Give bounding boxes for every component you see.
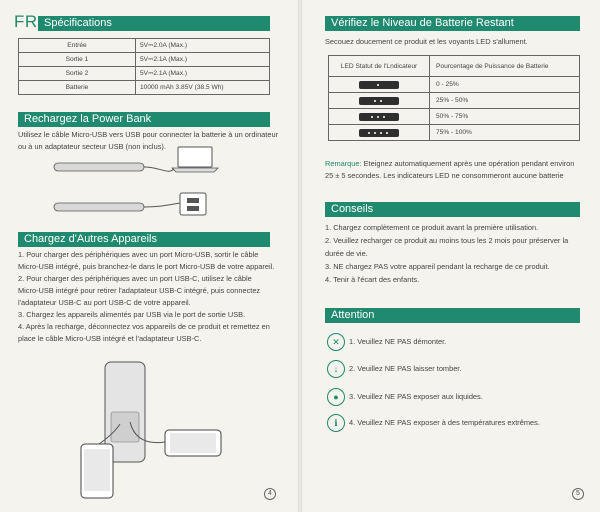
battery-level-table: [328, 55, 580, 141]
spec-value: 5V⎓2.1A (Max.): [136, 53, 270, 67]
led-indicator-icon: [359, 113, 399, 121]
power-bank-icon: [54, 163, 144, 171]
led-indicator-icon: [359, 129, 399, 137]
charge-text-8: place le câble Micro-USB intégré et l'adaptateur USB-C.: [18, 334, 202, 343]
battery-percentage: 75% - 100%: [430, 125, 580, 141]
charge-text-7: 4. Après la recharge, déconnectez vos appareils de ce produit et remettez en: [18, 322, 270, 331]
recharge-text-2: ou à un adaptateur secteur USB (non inclus).: [18, 142, 166, 151]
charge-text-6: 3. Chargez les appareils alimentés par USB via le port de sortie USB.: [18, 310, 246, 319]
recharge-illustration: [50, 145, 220, 225]
tip-3: 3. NE chargez PAS votre appareil pendant la recharge de ce produit.: [325, 262, 550, 271]
charge-text-4: Micro-USB intégré pour retirer l'adaptateur USB-C intégré, puis connectez: [18, 286, 261, 295]
battery-percentage: 0 - 25%: [430, 77, 580, 93]
remark-line-1: [325, 158, 574, 171]
charging-illustration: [75, 352, 245, 502]
tip-2: 2. Veuillez recharger ce produit au moins tous les 2 mois pour préserver la: [325, 236, 569, 245]
tip-2-continued: durée de vie.: [325, 249, 368, 258]
table-row: [329, 93, 580, 109]
wall-adapter-icon: [180, 193, 206, 215]
recharge-header: Rechargez la Power Bank: [18, 112, 270, 127]
attention-item-2: 2. Veuillez NE PAS laisser tomber.: [349, 364, 462, 373]
table-row: [329, 77, 580, 93]
table-row: [19, 53, 270, 67]
spec-label: Entrée: [19, 39, 136, 53]
smartphone-icon: [165, 430, 221, 456]
tip-1: 1. Chargez complètement ce produit avant la première utilisation.: [325, 223, 539, 232]
page-number: 5: [572, 488, 584, 500]
battery-percentage: 50% - 75%: [430, 109, 580, 125]
power-bank-icon: [54, 203, 144, 211]
spec-value: 10000 mAh 3.85V (38.5 Wh): [136, 81, 270, 95]
battery-percentage: 25% - 50%: [430, 93, 580, 109]
battery-level-header: Vérifiez le Niveau de Batterie Restant: [325, 16, 580, 31]
led-indicator-icon: [359, 97, 399, 105]
table-header: Pourcentage de Puissance de Batterie: [430, 56, 580, 77]
table-row: [19, 39, 270, 53]
spec-value: 5V⎓2.1A (Max.): [136, 67, 270, 81]
laptop-icon: [172, 147, 218, 172]
table-row: [329, 125, 580, 141]
charge-devices-header: Chargez d'Autres Appareils: [18, 232, 270, 247]
battery-level-intro: Secouez doucement ce produit et les voyants LED s'allument.: [325, 37, 528, 46]
spec-label: Sortie 1: [19, 53, 136, 67]
attention-item-3: 3. Veuillez NE PAS exposer aux liquides.: [349, 392, 483, 401]
spec-label: Sortie 2: [19, 67, 136, 81]
tip-4: 4. Tenir à l'écart des enfants.: [325, 275, 420, 284]
spec-value: 5V⎓2.0A (Max.): [136, 39, 270, 53]
smartphone-icon: [81, 444, 113, 498]
drop-device-icon: ↓: [327, 360, 345, 378]
language-label: FR: [14, 12, 38, 31]
table-row: [329, 109, 580, 125]
attention-header: Attention: [325, 308, 580, 323]
thermometer-icon: ℹ: [327, 414, 345, 432]
remark-text: Eteignez automatiquement après une opération pendant environ: [363, 159, 575, 168]
charge-text-2: Micro-USB intégré, puis branchez-le dans le port Micro-USB de votre appareil.: [18, 262, 275, 271]
attention-item-4: 4. Veuillez NE PAS exposer à des températures extrêmes.: [349, 418, 540, 427]
table-header: LED Statut de l'Lndicateur: [329, 56, 430, 77]
recharge-text-1: Utilisez le câble Micro-USB vers USB pour connecter la batterie à un ordinateur: [18, 130, 279, 139]
page-fold: [298, 0, 302, 512]
table-header-row: [329, 56, 580, 77]
table-row: [19, 67, 270, 81]
remark-label: Remarque:: [325, 159, 362, 168]
page-number: 4: [264, 488, 276, 500]
table-row: [19, 81, 270, 95]
led-indicator-icon: [359, 81, 399, 89]
charge-text-1: 1. Pour charger des périphériques avec un port Micro-USB, sortir le câble: [18, 250, 259, 259]
charge-text-3: 2. Pour charger des périphériques avec un port USB-C, utilisez le câble: [18, 274, 252, 283]
specifications-header: Spécifications: [38, 16, 270, 31]
specifications-table: [18, 38, 270, 95]
remark-line-2: 25 ± 5 secondes. Les indicateurs LED ne consommeront aucune batterie: [325, 171, 564, 180]
wrench-icon: ✕: [327, 333, 345, 351]
attention-item-1: 1. Veuillez NE PAS démonter.: [349, 337, 447, 346]
tips-header: Conseils: [325, 202, 580, 217]
charge-text-5: l'adaptateur USB-C au port USB-C de votre appareil.: [18, 298, 191, 307]
spec-label: Batterie: [19, 81, 136, 95]
water-drop-icon: ●: [327, 388, 345, 406]
